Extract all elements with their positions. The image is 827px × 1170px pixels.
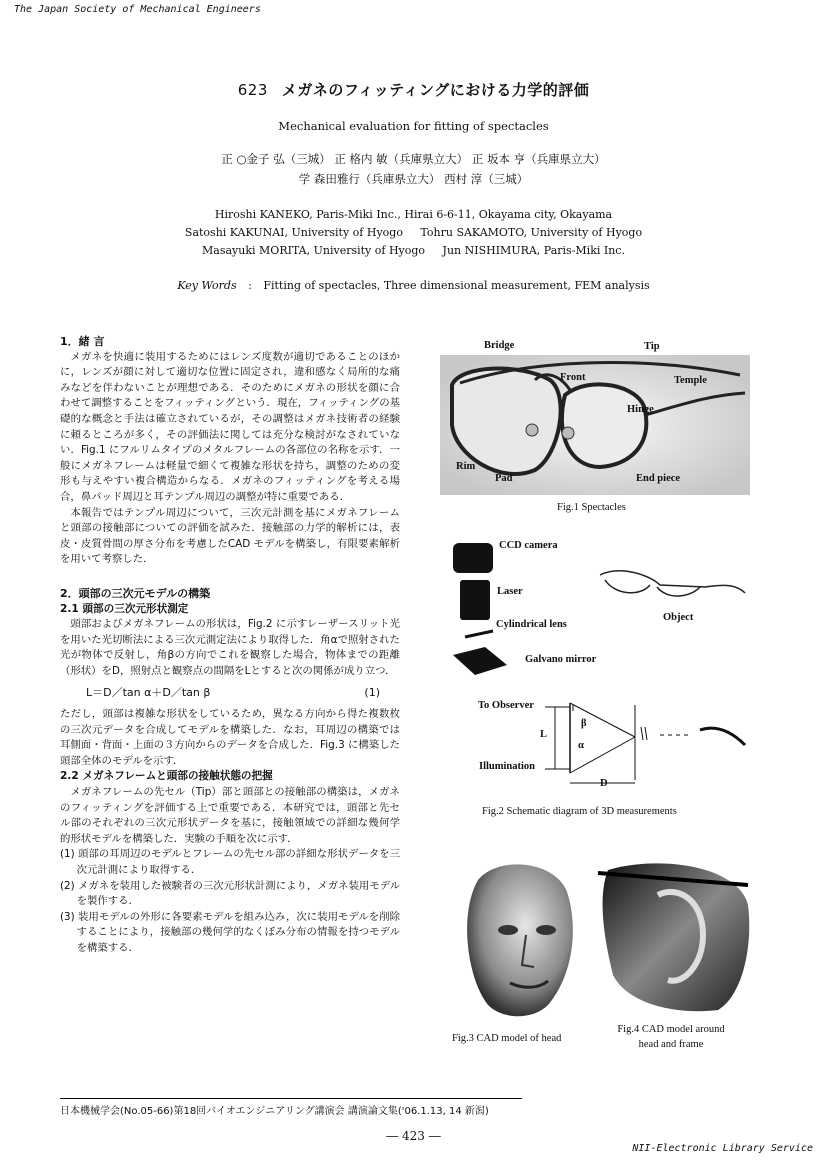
fig4-caption-line2: head and frame [638,1039,704,1050]
sec1-p1: メガネを快適に装用するためにはレンズ度数が適切であることのほかに，レンズが顔に対して適切な位置に固定され，違和感なく局所的な痛みなどを伴わないことが理想である．そのためにメガネの形状を顔に合わせて調整することをフィッティングという．現在，フィッティングの基礎的な概念と手法は確立されているが，その調整はメガネ技術者の経験に頼るところが多く，その評価法に関しては充分な検討がなされていない．Fig.1 にフルリムタイプのメタルフレームの各部位の名称を示す．一般にメガネフレームは軽量で細くて複雑な形状を持ち，調整のための変形も与えやすい複合構造からなる．メガネのフィッティングを考える場合，鼻パッド周辺と耳テンプル周辺の調整が特に重要である． [60,350,400,503]
fig1-label-tip: Tip [644,341,660,352]
authors-en-line1: Hiroshi KANEKO, Paris-Miki Inc., Hirai 6-6-11, Okayama city, Okayama [214,208,613,221]
sec22-p1: メガネフレームの先セル（Tip）部と頭部との接触部の構築は，メガネのフィッティングを評価する上で重要である．本研究では，頭部と先セル部のそれぞれの三次元形状データを基に，接触領域での詳細な幾何学的形状モデルを構築した．実験の手順を次に示す． [60,786,400,845]
fig1-label-end-piece: End piece [636,473,681,484]
sec21-heading: 2.1 頭部の三次元形状測定 [60,602,189,615]
authors-en [0,206,827,260]
library-footer: NII-Electronic Library Service [632,1143,813,1154]
fig1-caption: Fig.1 Spectacles [557,502,626,513]
sec2-heading: 2．頭部の三次元モデルの構築 [60,586,211,600]
ccd-camera-shape [453,543,493,573]
list-item: (3) 装用モデルの外形に各要素モデルを組み込み，次に装用モデルを削除することにより，接触部の幾何学的なくぼみ分布の情報を持つモデルを構築する． [60,910,400,954]
fig4-caption [596,1022,746,1052]
fig2-label-alpha: α [578,740,584,751]
fig1-label-rim: Rim [456,461,476,472]
authors-jp-line2: 学 森田雅行（兵庫県立大） 西村 淳（三城） [298,172,529,186]
list-item: (1) 頭部の耳周辺のモデルとフレームの先セル部の詳細な形状データを三次元計測により取得する． [60,848,400,876]
sec21-p1: 頭部およびメガネフレームの形状は，Fig.2 に示すレーザースリット光を用いた光切断法による三次元測定法により取得した．角αで照射された光が物体で反射し，角βの方向でこれを観察した場合，物体までの距離（形状）をD，照射点と観察点の間隔をLとすると次の関係が成り立つ． [60,618,400,677]
sec22-heading: 2.2 メガネフレームと頭部の接触状態の把握 [60,770,273,783]
equation-1 [60,679,400,707]
fig4-ear-frame-model [598,855,753,1015]
authors-en-line2: Satoshi KAKUNAI, University of Hyogo Tohru SAKAMOTO, University of Hyogo [184,226,643,239]
footer-conference: 日本機械学会(No.05-66)第18回バイオエンジニアリング講演会 講演論文集('06.1.13, 14 新潟) [60,1106,489,1117]
equation-text: L＝D／tan α＋D／tan β [86,686,211,700]
laser-shape [460,580,490,620]
fig2-label-beta: β [581,718,587,729]
authors-jp-line1: 正 ○金子 弘（三城） 正 格内 敏（兵庫県立大） 正 坂本 亨（兵庫県立大） [221,152,606,166]
sec1-p2: 本報告ではテンプル周辺について，三次元計測を基にメガネフレームと頭部の接触部についての評価を試みた．接触部の力学的解析には，表皮・皮質骨間の厚さ分布を考慮したCAD モデルを構築し，有限要素解析を用いて考察した． [60,506,400,566]
society-header: The Japan Society of Mechanical Engineers [14,4,261,15]
fig2-label-object: Object [663,612,694,623]
paper-title-en: Mechanical evaluation for fitting of spectacles [278,119,549,133]
keywords-label: Key Words [177,279,237,292]
fig3-head-model [448,855,588,1025]
paper-title [0,79,827,100]
footer-rule [60,1098,522,1099]
fig2-label-D: D [600,778,608,789]
fig2-label-observer: To Observer [478,700,534,711]
fig2-label-ccd: CCD camera [499,540,558,551]
fig2-label-illumination: Illumination [479,761,536,772]
equation-number: (1) [364,686,380,700]
page-number: ― 423 ― [386,1129,441,1143]
fig1-label-pad: Pad [495,473,513,484]
fig1-label-front: Front [560,372,586,383]
fig2-label-galvano: Galvano mirror [525,654,597,665]
keywords-text: Fitting of spectacles, Three dimensional measurement, FEM analysis [263,279,650,292]
procedure-list [60,847,400,956]
authors-en-line3: Masayuki MORITA, University of Hyogo Jun NISHIMURA, Paris-Miki Inc. [202,244,625,257]
list-item: (2) メガネを装用した被験者の三次元形状計測により，メガネ装用モデルを製作する． [60,879,400,908]
keywords [0,279,827,292]
paper-title-jp: メガネのフィッティングにおける力学的評価 [281,81,590,99]
left-column [60,330,400,957]
fig2-label-laser: Laser [497,586,523,597]
paper-number: 623 [237,81,268,99]
fig1-spectacles-photo [440,335,770,500]
fig1-label-bridge: Bridge [484,340,515,351]
fig1-label-hinge: Hinge [627,404,654,415]
fig2-label-cyl-lens: Cylindrical lens [496,619,567,630]
keywords-sep: : [248,279,252,292]
fig1-label-temple: Temple [674,375,707,386]
fig2-label-L: L [540,729,548,740]
sec1-heading: 1．緒 言 [60,335,105,348]
fig3-caption: Fig.3 CAD model of head [452,1033,562,1044]
sec21-p2: ただし，頭部は複雑な形状をしているため，異なる方向から得た複数枚の三次元データを合成してモデルを構築した．なお，耳周辺の構築では耳側面・背面・上面の３方向からのデータを合成した．Fig.3 に構築した頭部全体のモデルを示す． [60,708,400,767]
fig4-caption-line1: Fig.4 CAD model around [617,1024,725,1035]
fig2-caption: Fig.2 Schematic diagram of 3D measurements [482,806,677,817]
